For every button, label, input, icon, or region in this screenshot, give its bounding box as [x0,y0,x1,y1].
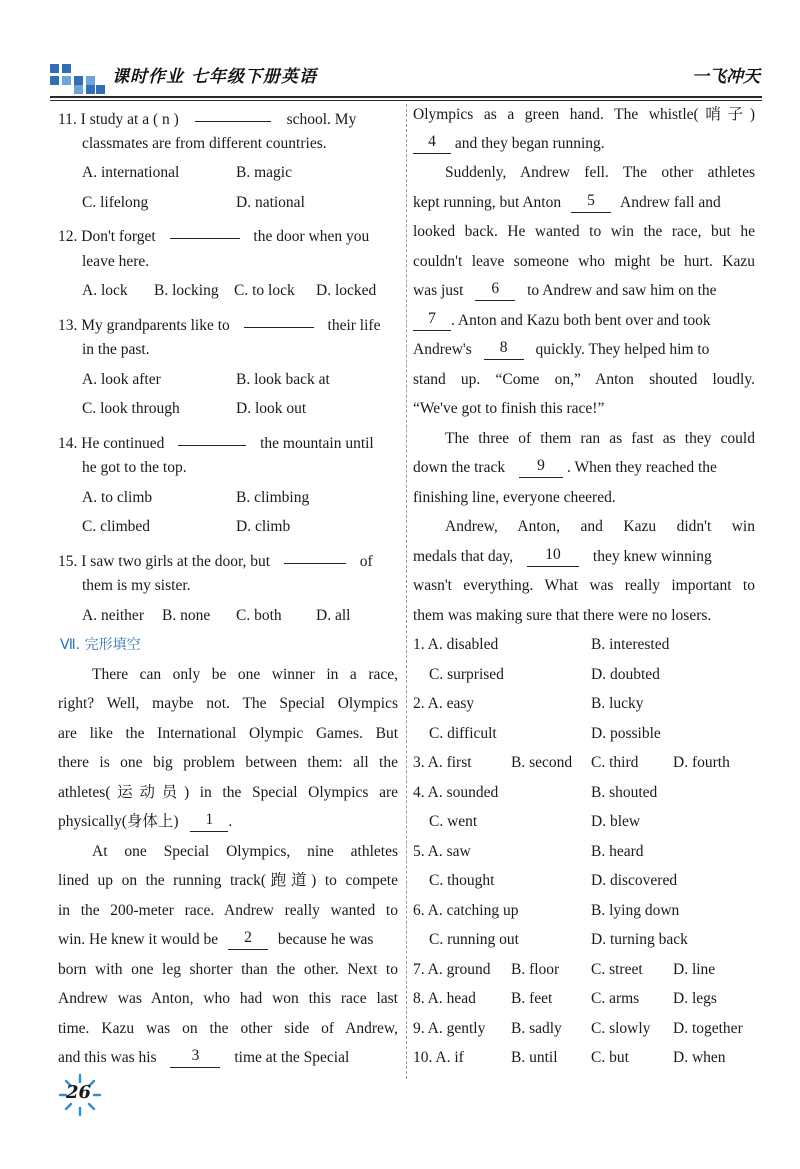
option-a[interactable]: 6. A. catching up [413,902,519,919]
passage-line: Andrew, Anton, and Kazu didn't win [445,518,755,535]
option-c[interactable]: C. to lock [234,282,295,299]
passage-line: 7 . Anton and Kazu both bent over and took [413,306,711,336]
answer-blank[interactable] [284,542,346,564]
answer-blank[interactable] [244,306,314,328]
option-b[interactable]: B. magic [236,164,292,181]
option-b[interactable]: B. until [511,1049,558,1066]
option-b[interactable]: B. lying down [591,902,680,919]
option-c[interactable]: C. but [591,1049,629,1066]
option-a[interactable]: 1. A. disabled [413,636,499,653]
option-a[interactable]: 9. A. gently [413,1020,486,1037]
option-c[interactable]: C. surprised [429,666,504,683]
option-a[interactable]: 5. A. saw [413,843,471,860]
cloze-blank-3[interactable]: 3 [170,1046,220,1068]
option-b[interactable]: B. second [511,754,573,771]
cloze-blank-6[interactable]: 6 [475,279,515,301]
passage-line: them was making sure that there were no losers. [413,607,712,624]
option-a[interactable]: A. neither [82,607,144,624]
cloze-blank-2[interactable]: 2 [228,928,268,950]
header-rule [50,96,762,98]
question-15: 15. I saw two girls at the door, but of [58,542,398,572]
option-a[interactable]: 7. A. ground [413,961,491,978]
option-d[interactable]: D. locked [316,282,377,299]
cloze-blank-7[interactable]: 7 [413,309,451,331]
option-a[interactable]: A. look after [82,371,161,388]
page-header [0,0,800,100]
option-b[interactable]: B. feet [511,990,553,1007]
option-d[interactable]: D. doubted [591,666,660,683]
option-a[interactable]: A. lock [82,282,128,299]
section-title: Ⅶ. 完形填空 [60,637,141,653]
option-d[interactable]: D. all [316,607,351,624]
option-a[interactable]: 10. A. if [413,1049,464,1066]
question-11: 11. I study at a ( n ) school. My [58,100,398,130]
passage-line: At one Special Olympics, nine athletes [92,843,398,860]
option-d[interactable]: D. possible [591,725,661,742]
column-divider [406,104,407,1079]
option-c[interactable]: C. running out [429,931,519,948]
option-d[interactable]: D. when [673,1049,726,1066]
option-b[interactable]: B. lucky [591,695,644,712]
passage-line: 4 and they began running. [413,129,605,159]
passage-line: kept running, but Anton 5 Andrew fall and [413,192,721,211]
option-b[interactable]: B. none [162,607,211,624]
passage-line: Andrew was Anton, who had won this race last [58,990,398,1007]
option-d[interactable]: D. national [236,194,305,211]
option-b[interactable]: B. interested [591,636,670,653]
passage-line: looked back. He wanted to win the race, but he [413,223,755,240]
question-12: 12. Don't forget the door when you [58,217,398,247]
option-a[interactable]: 2. A. easy [413,695,475,712]
cloze-blank-4[interactable]: 4 [413,132,451,154]
passage-line: born with one leg shorter than the other. Next to [58,961,398,978]
option-a[interactable]: A. international [82,164,180,181]
passage-line: there is one big problem between them: all the [58,754,398,771]
question-text: classmates are from different countries. [82,135,327,152]
passage-line: finishing line, everyone cheered. [413,489,616,506]
answer-blank[interactable] [195,100,271,122]
option-d[interactable]: D. discovered [591,872,678,889]
passage-line: lined up on the running track(跑道) to compete [58,872,398,889]
option-c[interactable]: C. street [591,961,643,978]
option-d[interactable]: D. look out [236,400,307,417]
passage-line: Olympics as a green hand. The whistle(哨子) [413,106,755,123]
option-d[interactable]: D. fourth [673,754,730,771]
cloze-blank-10[interactable]: 10 [527,545,579,567]
question-14: 14. He continued the mountain until [58,424,398,454]
answer-blank[interactable] [170,217,240,239]
option-c[interactable]: C. slowly [591,1020,651,1037]
option-c[interactable]: C. climbed [82,518,151,535]
passage-line: medals that day, 10 they knew winning [413,546,712,565]
passage-line: right? Well, maybe not. The Special Olympics [58,695,398,712]
passage-line: time. Kazu was on the other side of Andrew, [58,1020,398,1037]
cloze-blank-9[interactable]: 9 [519,456,563,478]
option-c[interactable]: C. went [429,813,478,830]
header-title: 课时作业 七年级下册英语 [112,67,317,87]
option-b[interactable]: B. look back at [236,371,330,388]
passage-line: wasn't everything. What was really important to [413,577,755,594]
answer-blank[interactable] [178,424,246,446]
passage-line: stand up. “Come on,” Anton shouted loudly. [413,371,755,388]
option-a[interactable]: 3. A. first [413,754,472,771]
option-a[interactable]: A. to climb [82,489,153,506]
option-b[interactable]: B. climbing [236,489,310,506]
question-text: he got to the top. [82,459,187,476]
passage-line: in the 200-meter race. Andrew really wanted to [58,902,398,919]
option-b[interactable]: B. sadly [511,1020,562,1037]
option-d[interactable]: D. together [673,1020,743,1037]
passage-line: The three of them ran as fast as they could [445,430,755,447]
passage-line: physically(身体上) 1 . [58,811,233,830]
option-b[interactable]: B. heard [591,843,644,860]
option-d[interactable]: D. legs [673,990,717,1007]
passage-line: down the track 9 . When they reached the [413,457,717,476]
question-text: leave here. [82,253,150,270]
option-b[interactable]: B. locking [154,282,219,299]
option-d[interactable]: D. turning back [591,931,688,948]
option-d[interactable]: D. line [673,961,716,978]
option-a[interactable]: 8. A. head [413,990,476,1007]
option-b[interactable]: B. shouted [591,784,658,801]
logo-blocks-icon [50,64,106,94]
option-c[interactable]: C. look through [82,400,180,417]
question-text: in the past. [82,341,150,358]
question-text: them is my sister. [82,577,191,594]
option-a[interactable]: 4. A. sounded [413,784,499,801]
option-d[interactable]: D. blew [591,813,641,830]
option-d[interactable]: D. climb [236,518,291,535]
option-c[interactable]: C. difficult [429,725,497,742]
passage-line: Suddenly, Andrew fell. The other athletes [445,164,755,181]
passage-line: and this was his 3 time at the Special [58,1047,350,1066]
cloze-blank-8[interactable]: 8 [484,338,524,360]
option-c[interactable]: C. both [236,607,282,624]
question-13: 13. My grandparents like to their life [58,306,398,336]
passage-line: “We've got to finish this race!” [413,400,605,417]
passage-line: are like the International Olympic Games. But [58,725,398,742]
passage-line: was just 6 to Andrew and saw him on the [413,280,717,299]
passage-line: athletes(运动员) in the Special Olympics are [58,784,398,801]
page-number: 26 [66,1082,92,1103]
passage-line: win. He knew it would be 2 because he was [58,929,374,948]
option-c[interactable]: C. arms [591,990,640,1007]
passage-line: Andrew's 8 quickly. They helped him to [413,339,710,358]
option-b[interactable]: B. floor [511,961,560,978]
header-brand: 一飞冲天 [692,67,760,87]
passage-line: There can only be one winner in a race, [92,666,398,683]
cloze-blank-1[interactable]: 1 [190,810,228,832]
option-c[interactable]: C. thought [429,872,495,889]
cloze-blank-5[interactable]: 5 [571,191,611,213]
option-c[interactable]: C. lifelong [82,194,149,211]
passage-line: couldn't leave someone who might be hurt. Kazu [413,253,755,270]
option-c[interactable]: C. third [591,754,639,771]
